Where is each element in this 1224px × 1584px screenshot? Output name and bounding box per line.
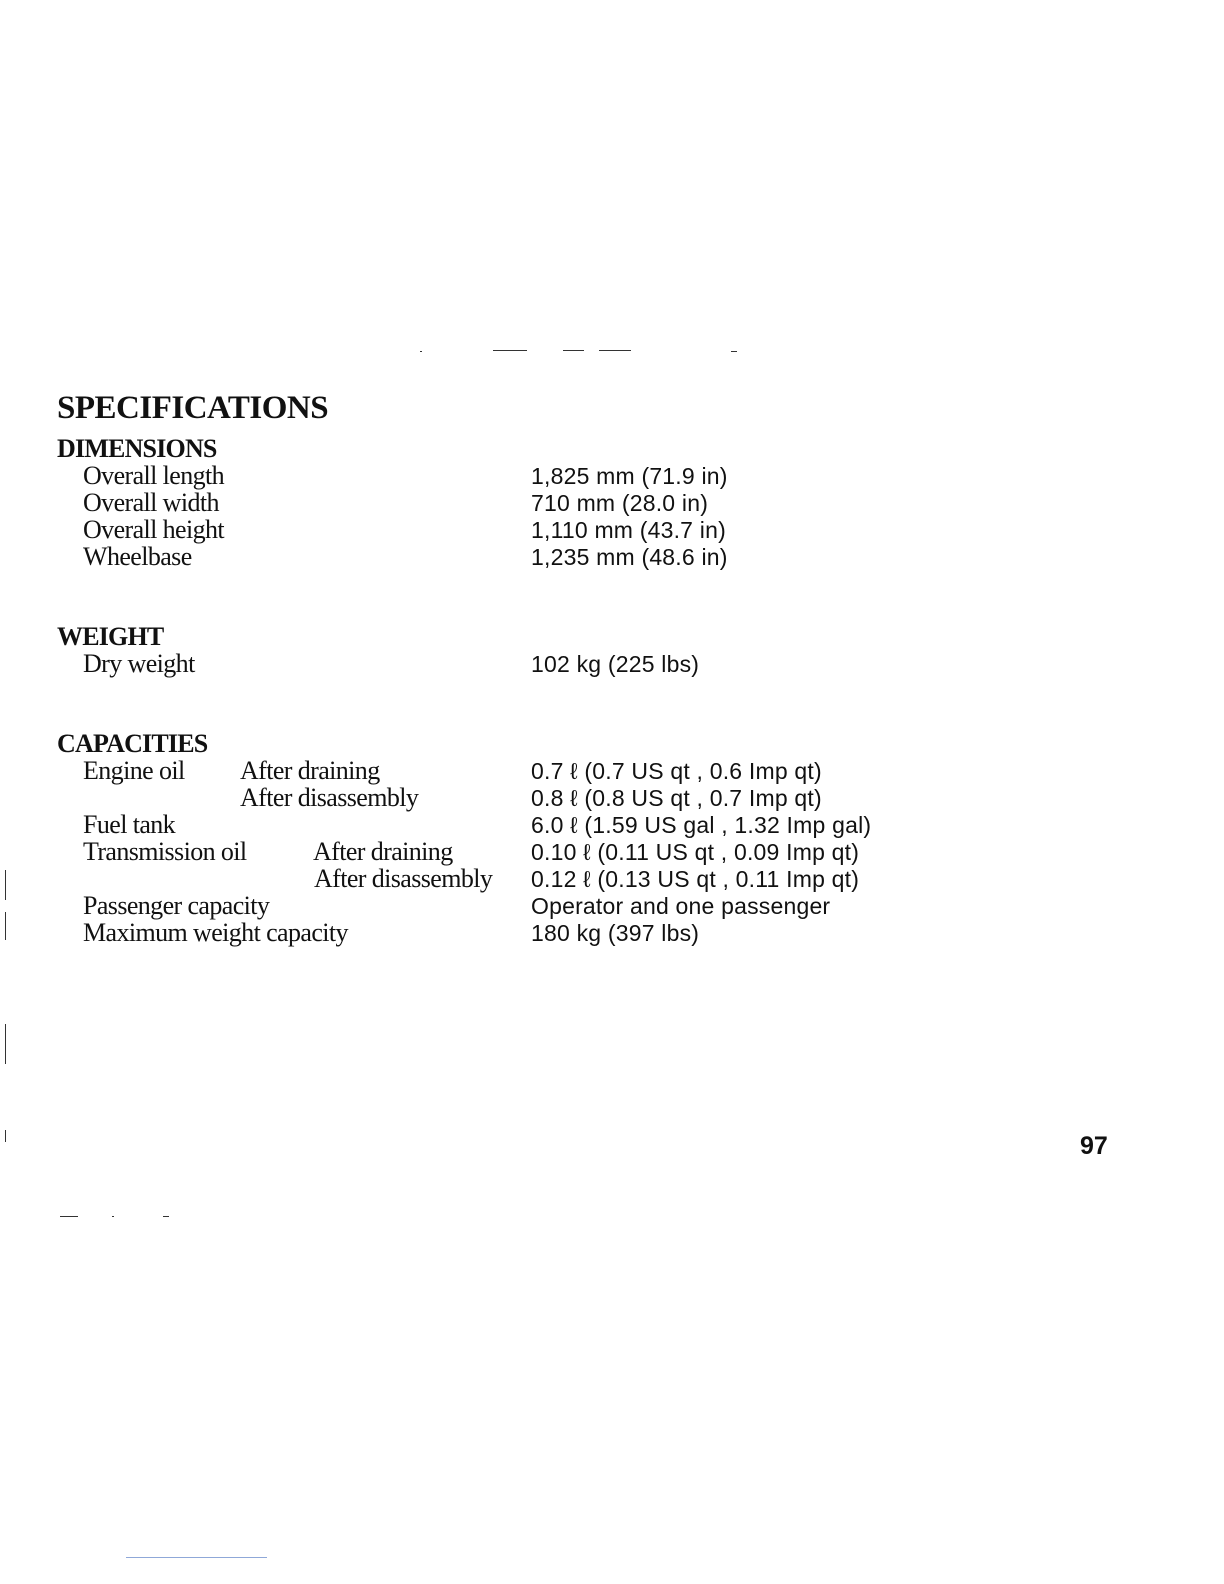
spec-label-engine-oil: Engine oil: [83, 756, 185, 785]
spec-value-passenger-capacity: Operator and one passenger: [531, 893, 831, 919]
spec-value-wheelbase: 1,235 mm (48.6 in): [531, 544, 728, 570]
spec-label-overall-length: Overall length: [83, 461, 225, 490]
spec-label-fuel-tank: Fuel tank: [83, 810, 176, 839]
scan-mark: [731, 351, 737, 352]
scan-mark: [563, 350, 584, 351]
scan-mark: [5, 1130, 6, 1142]
spec-label-wheelbase: Wheelbase: [83, 542, 192, 571]
spec-label-dry-weight: Dry weight: [83, 649, 195, 678]
spec-value-overall-length: 1,825 mm (71.9 in): [531, 463, 728, 489]
scan-mark: [420, 351, 422, 352]
capacities-heading: CAPACITIES: [57, 729, 208, 758]
scan-mark: [60, 1216, 78, 1217]
spec-value-engine-oil-after-draining: 0.7 ℓ (0.7 US qt , 0.6 Imp qt): [531, 758, 822, 784]
dimensions-heading: DIMENSIONS: [57, 434, 217, 463]
spec-label-overall-width: Overall width: [83, 488, 219, 517]
spec-value-transmission-oil-after-draining: 0.10 ℓ (0.11 US qt , 0.09 Imp qt): [531, 839, 860, 865]
weight-heading: WEIGHT: [57, 622, 164, 651]
scan-mark: [493, 350, 527, 351]
scan-mark: [5, 912, 6, 940]
spec-label-transmission-oil: Transmission oil: [83, 837, 247, 866]
page-number: 97: [1080, 1132, 1108, 1160]
spec-value-dry-weight: 102 kg (225 lbs): [531, 651, 700, 677]
spec-label-passenger-capacity: Passenger capacity: [83, 891, 270, 920]
spec-sublabel-transmission-oil-after-draining: After draining: [313, 837, 453, 866]
spec-label-overall-height: Overall height: [83, 515, 225, 544]
footer-rule: [126, 1557, 267, 1558]
spec-sublabel-transmission-oil-after-disassembly: After disassembly: [314, 864, 493, 893]
scan-mark: [112, 1216, 114, 1217]
spec-sublabel-engine-oil-after-draining: After draining: [240, 756, 380, 785]
scan-mark: [5, 870, 6, 900]
scan-mark: [599, 350, 631, 351]
spec-value-engine-oil-after-disassembly: 0.8 ℓ (0.8 US qt , 0.7 Imp qt): [531, 785, 822, 811]
spec-value-overall-height: 1,110 mm (43.7 in): [531, 517, 726, 543]
spec-sublabel-engine-oil-after-disassembly: After disassembly: [240, 783, 419, 812]
spec-value-fuel-tank: 6.0 ℓ (1.59 US gal , 1.32 Imp gal): [531, 812, 872, 838]
scan-mark: [5, 1024, 6, 1064]
spec-value-overall-width: 710 mm (28.0 in): [531, 490, 709, 516]
spec-label-max-weight-capacity: Maximum weight capacity: [83, 918, 348, 947]
spec-value-transmission-oil-after-disassembly: 0.12 ℓ (0.13 US qt , 0.11 Imp qt): [531, 866, 860, 892]
spec-value-max-weight-capacity: 180 kg (397 lbs): [531, 920, 700, 946]
scan-mark: [163, 1216, 169, 1217]
page-title: SPECIFICATIONS: [57, 390, 329, 426]
